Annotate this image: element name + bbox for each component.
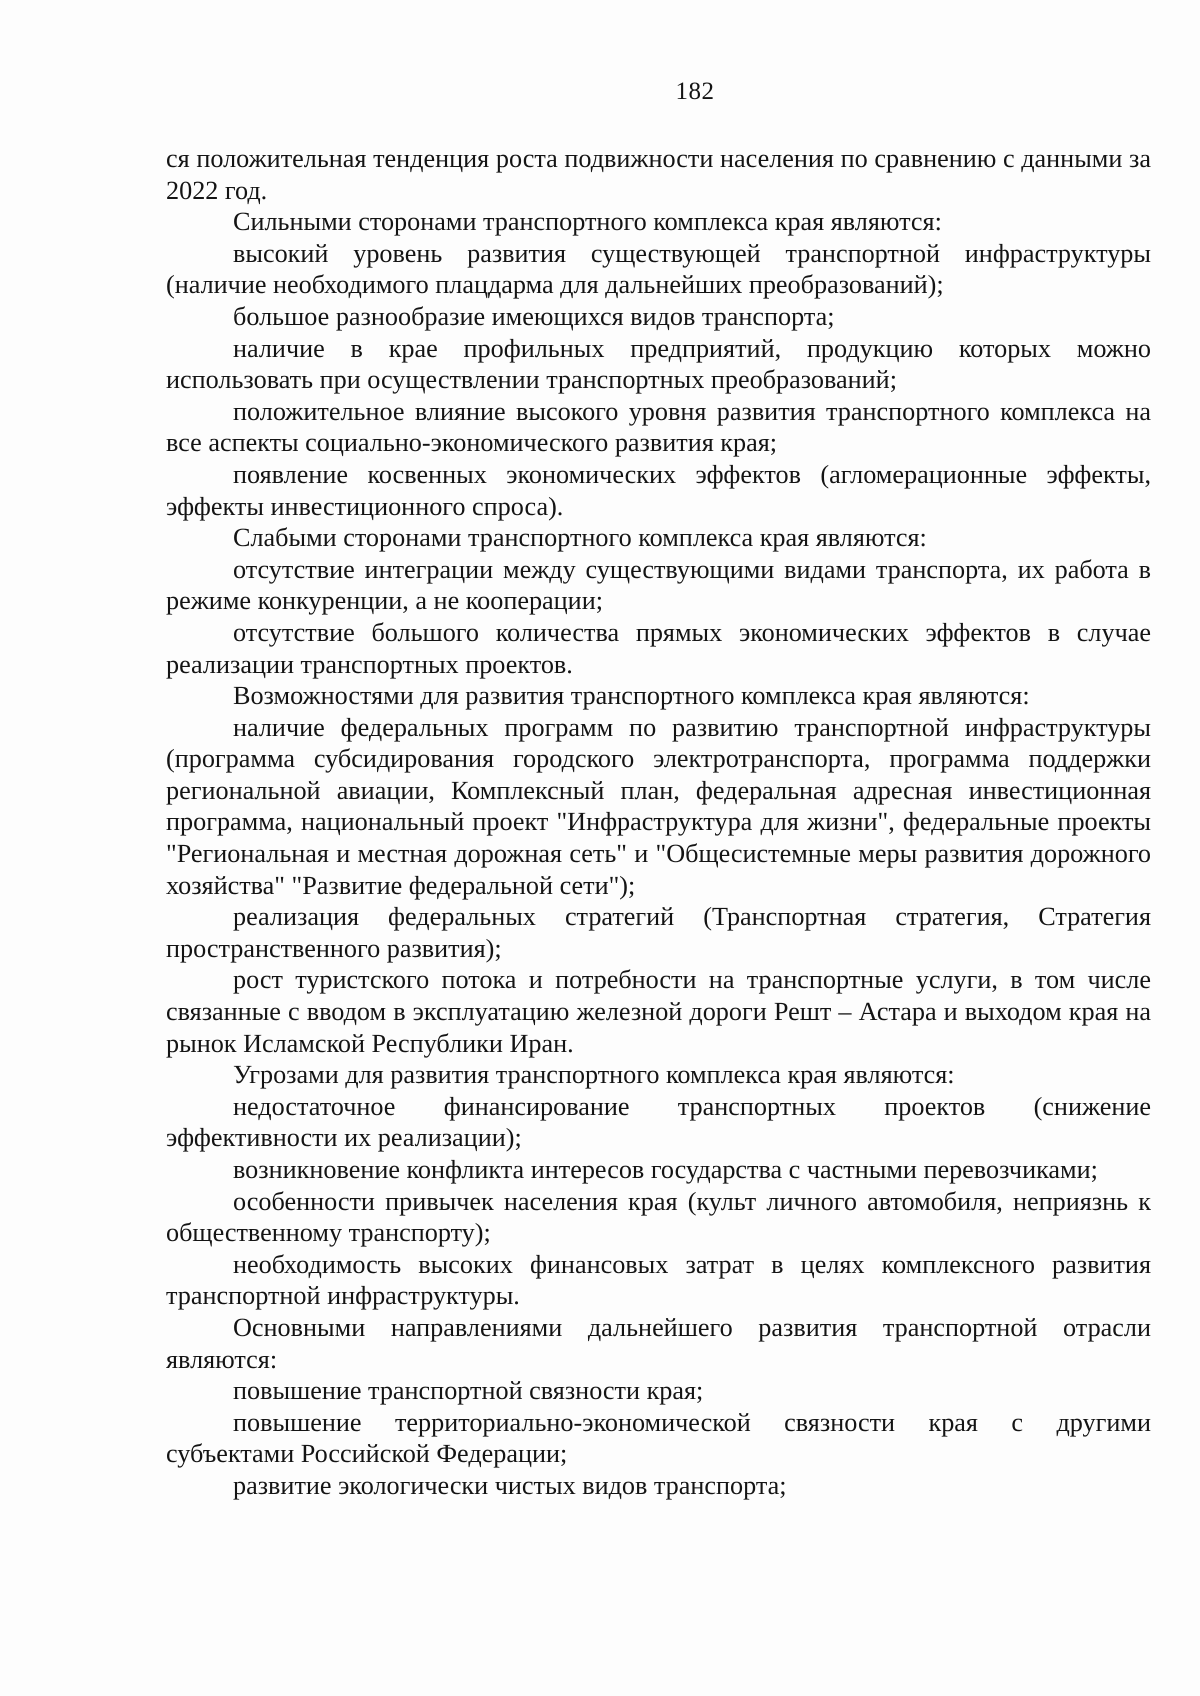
paragraph: необходимость высоких финансовых затрат в целях комплексного развития транспортной инфраструктуры.	[166, 1249, 1151, 1311]
paragraph: Основными направлениями дальнейшего развития транспортной отрасли являются:	[166, 1312, 1151, 1374]
paragraph: появление косвенных экономических эффектов (агломерационные эффекты, эффекты инвестиционного спроса).	[166, 459, 1151, 521]
page-number: 182	[675, 78, 715, 105]
paragraph: ся положительная тенденция роста подвижности населения по сравнению с данными за 2022 год.	[166, 144, 1151, 205]
paragraph: реализация федеральных стратегий (Транспортная стратегия, Стратегия пространственного развития);	[166, 902, 1151, 963]
paragraph: большое разнообразие имеющихся видов транспорта;	[233, 301, 835, 331]
paragraph: Угрозами для развития транспортного комплекса края являются:	[233, 1060, 955, 1090]
paragraph: повышение территориально-экономической связности края с другими субъектами Российской Федерации;	[166, 1407, 1151, 1469]
paragraph: Возможностями для развития транспортного комплекса края являются:	[233, 681, 1030, 711]
paragraph: Сильными сторонами транспортного комплекса края являются:	[233, 207, 942, 237]
paragraph: особенности привычек населения края (культ личного автомобиля, неприязнь к общественному транспорту);	[166, 1186, 1151, 1248]
paragraph: наличие федеральных программ по развитию транспортной инфраструктуры (программа субсидирования городского электротранспорта, программа поддержки региональной авиации, Комплексный план, федеральная адресная инвестиционная программа, национальный проект "Инфраструктура для жизни", федеральные проекты "Региональная и местная дорожная сеть" и "Общесистемные меры развития дорожного хозяйства" "Развитие федеральной сети");	[166, 712, 1151, 900]
paragraph: наличие в крае профильных предприятий, продукцию которых можно использовать при осуществлении транспортных преобразований;	[166, 333, 1151, 395]
paragraph: отсутствие большого количества прямых экономических эффектов в случае реализации транспортных проектов.	[166, 617, 1151, 679]
paragraph: высокий уровень развития существующей транспортной инфраструктуры (наличие необходимого плацдарма для дальнейших преобразований);	[166, 238, 1151, 300]
paragraph: Слабыми сторонами транспортного комплекса края являются:	[233, 523, 927, 553]
paragraph: развитие экологически чистых видов транспорта;	[233, 1470, 787, 1500]
paragraph: возникновение конфликта интересов государства с частными перевозчиками;	[233, 1155, 1098, 1184]
paragraph: отсутствие интеграции между существующими видами транспорта, их работа в режиме конкуренции, а не кооперации;	[166, 554, 1151, 616]
paragraph: положительное влияние высокого уровня развития транспортного комплекса на все аспекты социально-экономического развития края;	[166, 396, 1151, 458]
paragraph: рост туристского потока и потребности на транспортные услуги, в том числе связанные с вводом в эксплуатацию железной дороги Решт – Астара и выходом края на рынок Исламской Республики Иран.	[166, 965, 1151, 1058]
paragraph: повышение транспортной связности края;	[233, 1376, 704, 1406]
document-body	[166, 143, 1151, 1502]
paragraph: недостаточное финансирование транспортных проектов (снижение эффективности их реализации);	[166, 1091, 1151, 1153]
